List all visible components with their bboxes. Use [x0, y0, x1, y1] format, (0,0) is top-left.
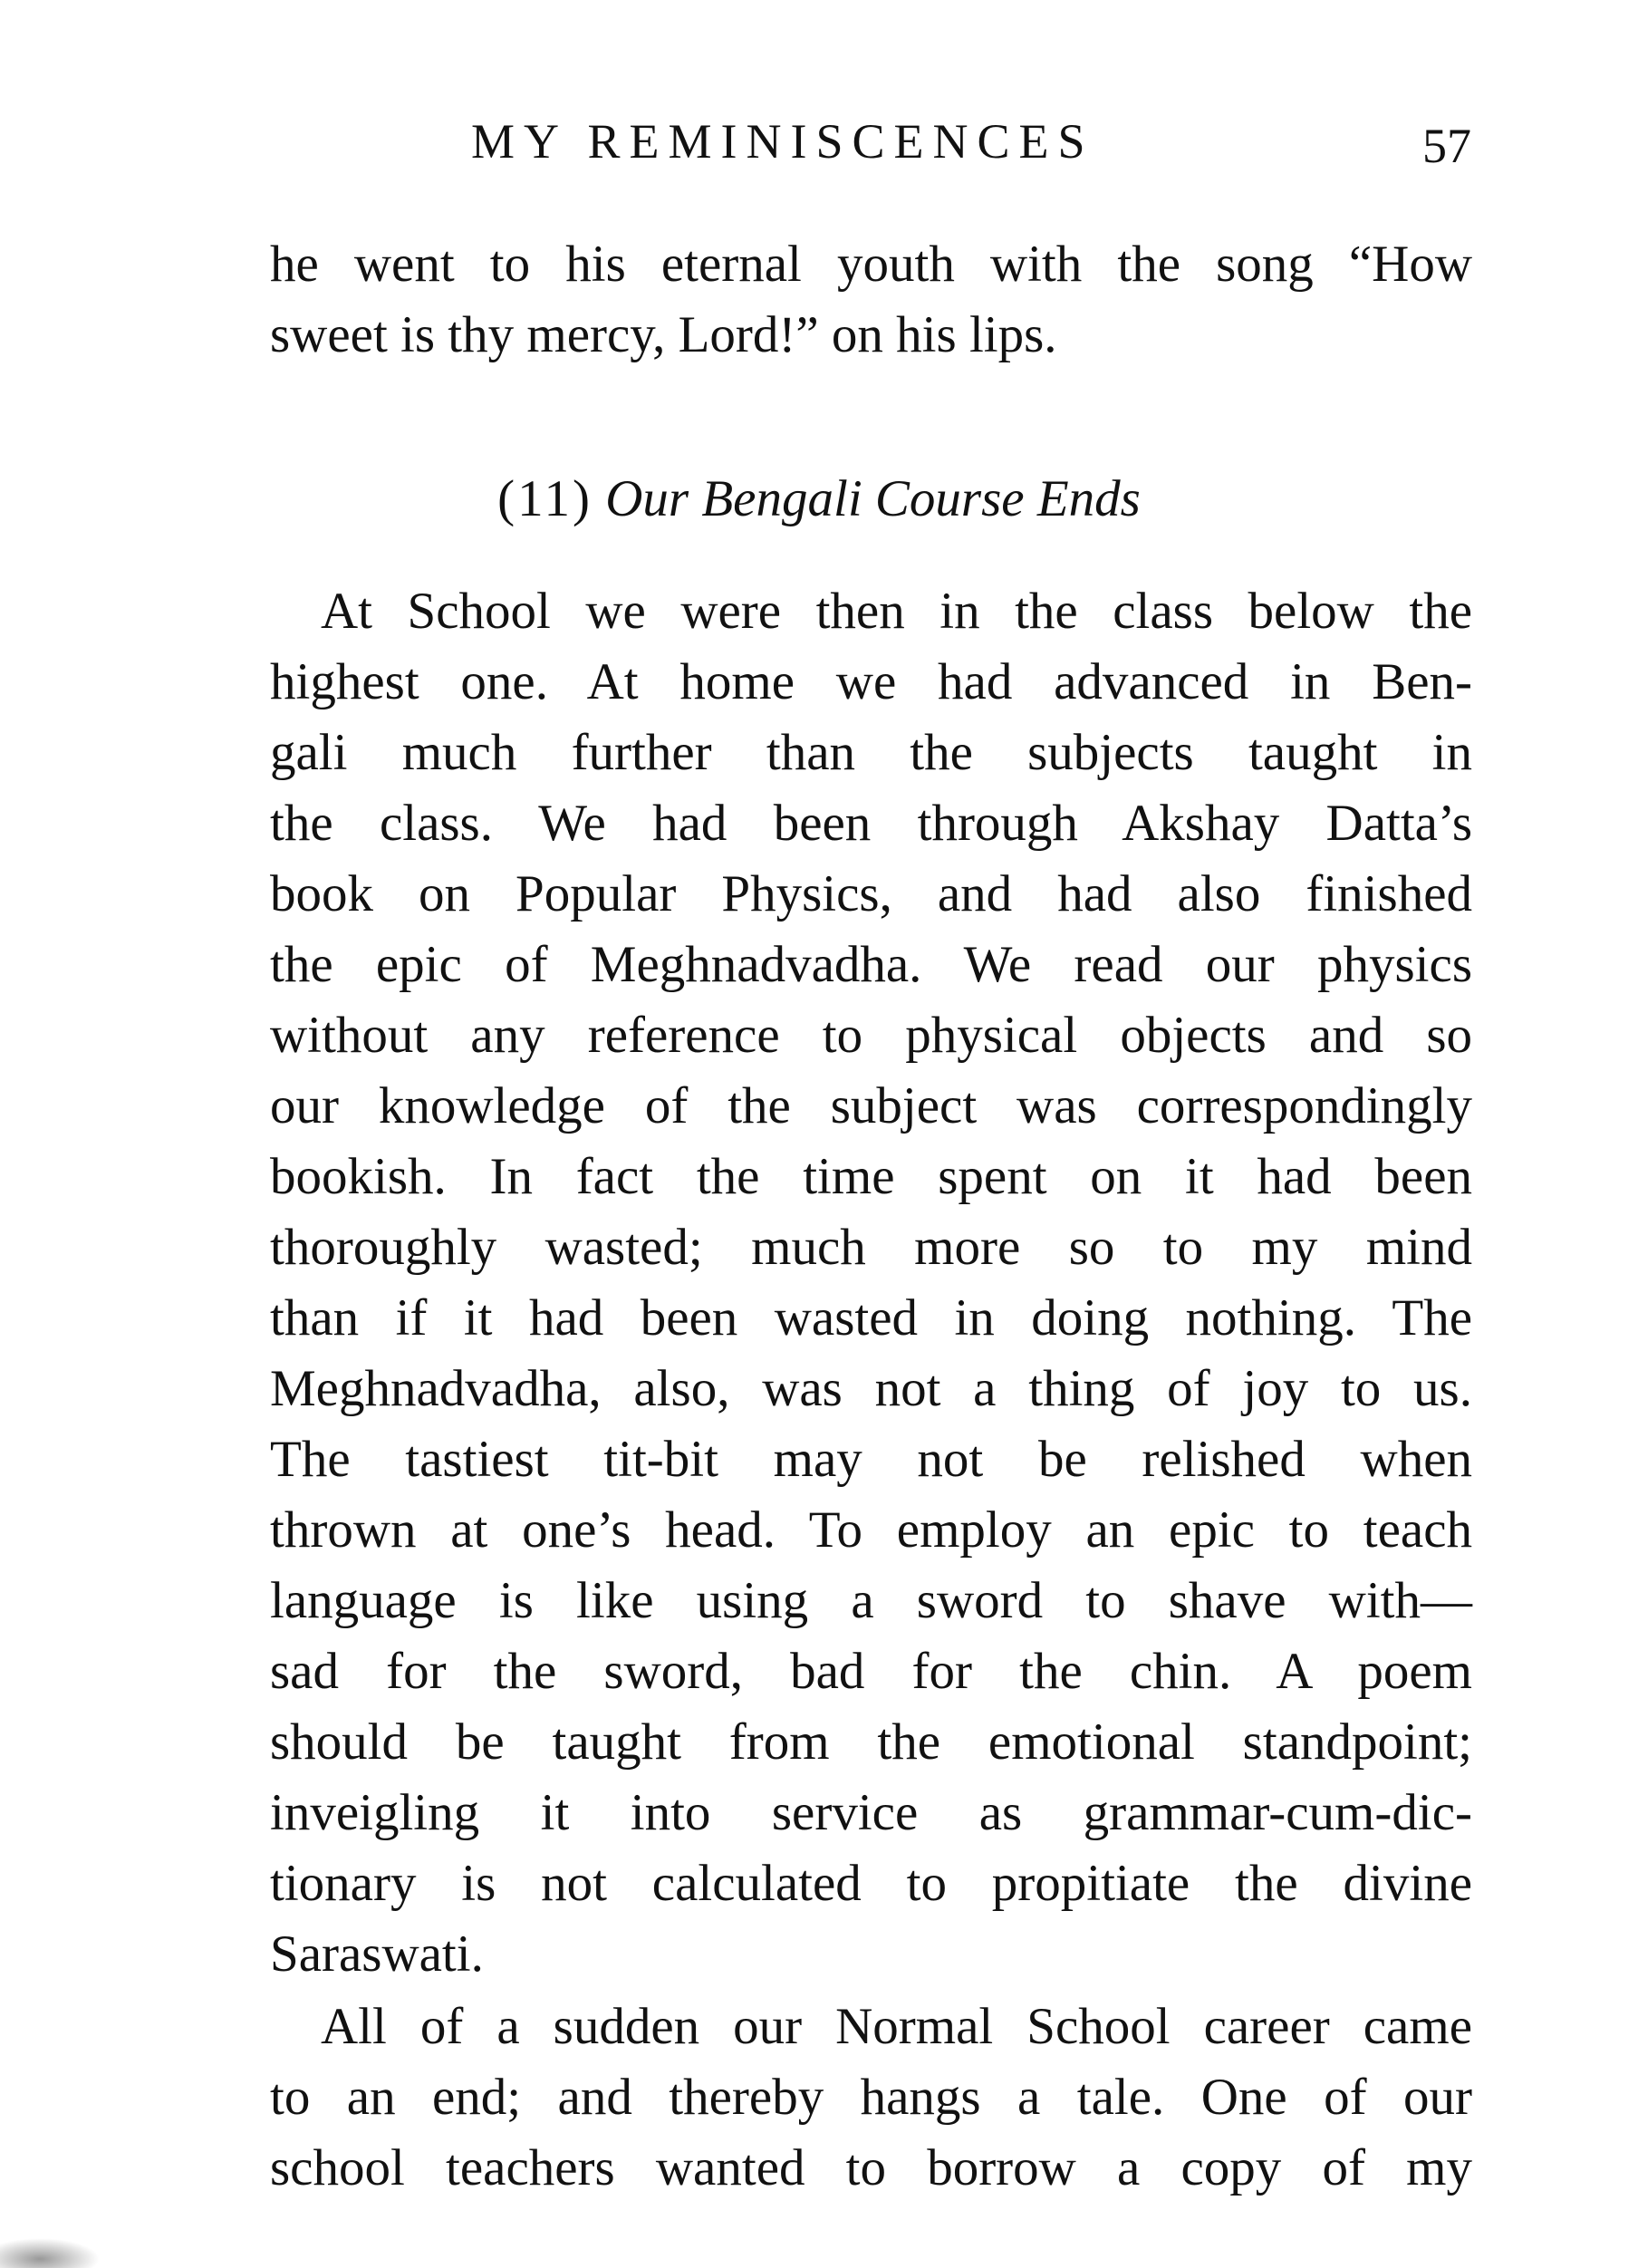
- text-line: At School we were then in the class below the: [321, 583, 1472, 640]
- section-title: Our Bengali Course Ends: [605, 470, 1141, 527]
- text-line: he went to his eternal youth with the song “How: [270, 236, 1472, 293]
- text-line: Meghnadvadha, also, was not a thing of joy to us.: [270, 1360, 1472, 1417]
- text-line: bookish. In fact the time spent on it had been: [270, 1148, 1472, 1205]
- text-line: the epic of Meghnadvadha. We read our physics: [270, 936, 1472, 993]
- text-line: sweet is thy mercy, Lord!” on his lips.: [270, 306, 1057, 363]
- text-line: thoroughly wasted; much more so to my mind: [270, 1219, 1472, 1276]
- section-heading: [0, 469, 1638, 528]
- text-line: our knowledge of the subject was correspondingly: [270, 1077, 1472, 1134]
- text-line: gali much further than the subjects taught in: [270, 724, 1472, 781]
- text-line: highest one. At home we had advanced in Ben-: [270, 653, 1472, 710]
- text-line: the class. We had been through Akshay Datta’s: [270, 795, 1472, 852]
- text-line: school teachers wanted to borrow a copy of my: [270, 2139, 1472, 2196]
- scan-smudge: [0, 2238, 100, 2268]
- text-line: to an end; and thereby hangs a tale. One of our: [270, 2069, 1472, 2126]
- text-line: language is like using a sword to shave with—: [270, 1572, 1472, 1629]
- text-line: All of a sudden our Normal School career came: [321, 1998, 1472, 2055]
- running-title: MY REMINISCENCES: [471, 114, 1094, 169]
- text-line: Saraswati.: [270, 1925, 484, 1983]
- text-line: thrown at one’s head. To employ an epic to teach: [270, 1501, 1472, 1559]
- text-line: than if it had been wasted in doing nothing. The: [270, 1289, 1472, 1346]
- text-line: should be taught from the emotional standpoint;: [270, 1713, 1472, 1771]
- section-number: (11): [497, 470, 593, 527]
- text-line: inveigling it into service as grammar-cum-dic-: [270, 1784, 1472, 1841]
- text-line: The tastiest tit-bit may not be relished when: [270, 1431, 1472, 1488]
- page-number: 57: [1422, 119, 1471, 173]
- text-line: sad for the sword, bad for the chin. A poem: [270, 1643, 1472, 1700]
- text-line: without any reference to physical objects and so: [270, 1007, 1472, 1064]
- text-line: tionary is not calculated to propitiate the divine: [270, 1855, 1472, 1912]
- text-line: book on Popular Physics, and had also finished: [270, 865, 1472, 922]
